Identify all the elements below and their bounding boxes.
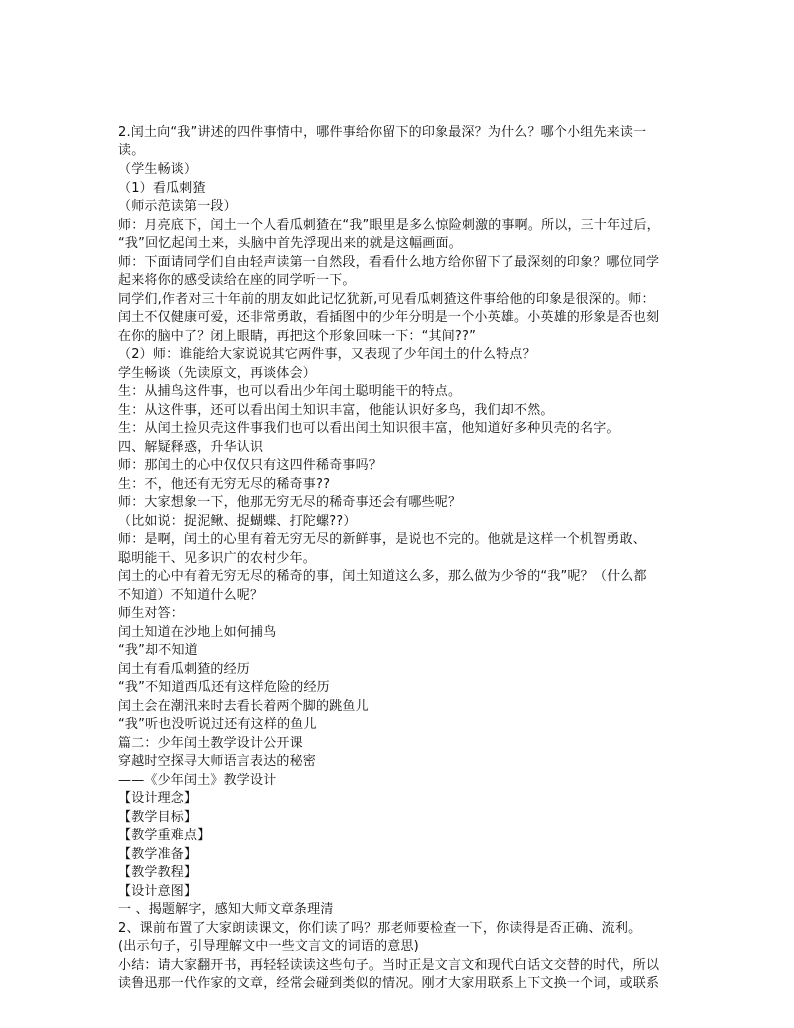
paragraph-line: （2）师：谁能给大家说说其它两件事，又表现了少年闰土的什么特点？ [118, 347, 536, 362]
paragraph-line: （比如说：捉泥鳅、捉蝴蝶、打陀螺??） [118, 514, 357, 529]
paragraph-line: 生：从捕鸟这件事，也可以看出少年闰土聪明能干的特点。 [118, 384, 462, 399]
section-heading: 篇二：少年闰土教学设计公开课 [118, 736, 303, 751]
paragraph-line: 师：下面请同学们自由轻声读第一自然段，看看什么地方给你留下了最深刻的印象？哪位同学 [118, 255, 660, 270]
paragraph-line: 读。 [118, 143, 145, 158]
outline-item: 【教学准备】 [118, 847, 198, 862]
paragraph-line: “我”听也没听说过还有这样的鱼儿 [118, 717, 317, 732]
paragraph-line: 聪明能干、见多识广的农村少年。 [118, 551, 317, 566]
outline-item: 【设计意图】 [118, 884, 198, 899]
paragraph-line: 生：不，他还有无穷无尽的稀奇事?? [118, 477, 331, 492]
paragraph-line: 同学们,作者对三十年前的朋友如此记忆犹新,可见看瓜刺猹这件事给他的印象是很深的。师： [118, 292, 655, 307]
paragraph-line: 师：大家想象一下，他那无穷无尽的稀奇事还会有哪些呢？ [118, 495, 462, 510]
paragraph-line: 师生对答： [118, 606, 185, 621]
paragraph-line: 在你的脑中了？闭上眼睛，再把这个形象回味一下：“其间??” [118, 329, 477, 344]
outline-item: 【教学重难点】 [118, 828, 211, 843]
paragraph-line: 2、课前布置了大家朗读课文，你们读了吗？那老师要检查一下，你读得是否正确、流利。 [118, 921, 642, 936]
paragraph-line: 闰土的心中有着无穷无尽的稀奇的事，闰土知道这么多，那么做为少爷的“我”呢？（什么都 [118, 569, 647, 584]
paragraph-line: （1）看瓜刺猹 [118, 181, 206, 196]
outline-item: 【教学教程】 [118, 865, 198, 880]
paragraph-line: （学生畅谈） [118, 162, 198, 177]
paragraph-line: 闰土不仅健康可爱，还非常勇敢，看插图中的少年分明是一个小英雄。小英雄的形象是否也刻 [118, 310, 660, 325]
paragraph-line: 闰土知道在沙地上如何捕鸟 [118, 625, 277, 640]
paragraph-line: 闰土会在潮汛来时去看长着两个脚的跳鱼儿 [118, 699, 369, 714]
paragraph-line: 小结：请大家翻开书，再轻轻读读这些句子。当时正是文言文和现代白话文交替的时代，所以 [118, 958, 660, 973]
paragraph-line: (出示句子，引导理解文中一些文言文的词语的意思) [118, 939, 419, 954]
paragraph-line: 起来将你的感受读给在座的同学听一下。 [118, 273, 356, 288]
outline-item: 【教学目标】 [118, 810, 198, 825]
paragraph-line: 师：月亮底下，闰土一个人看瓜刺猹在“我”眼里是多么惊险刺激的事啊。所以，三十年过后， [118, 218, 660, 233]
paragraph-line: 读鲁迅那一代作家的文章，经常会碰到类似的情况。刚才大家用联系上下文换一个词，或联系 [118, 976, 660, 991]
outline-item: 【设计理念】 [118, 791, 198, 806]
document-subtitle: ——《少年闰土》教学设计 [118, 773, 277, 788]
paragraph-line: 2.闰土向“我”讲述的四件事情中，哪件事给你留下的印象最深？为什么？哪个小组先来读一 [118, 125, 647, 140]
paragraph-line: 学生畅谈（先读原文，再谈体会） [118, 366, 317, 381]
paragraph-line: 师：那闰土的心中仅仅只有这四件稀奇事吗？ [118, 458, 383, 473]
paragraph-line: 生：从这件事，还可以看出闰土知识丰富，他能认识好多鸟，我们却不然。 [118, 403, 554, 418]
section-heading: 一 、揭题解字，感知大师文章条理清 [118, 902, 334, 917]
section-heading: 四、解疑释惑，升华认识 [118, 440, 264, 455]
paragraph-line: 师：是啊，闰土的心里有着无穷无尽的新鲜事，是说也不完的。他就是这样一个机智勇敢、 [118, 532, 647, 547]
paragraph-line: （师示范读第一段） [118, 199, 237, 214]
paragraph-line: “我”回忆起闰土来，头脑中首先浮现出来的就是这幅画面。 [118, 236, 462, 251]
paragraph-line: 不知道）不知道什么呢？ [118, 588, 264, 603]
paragraph-line: “我”却不知道 [118, 643, 198, 658]
paragraph-line: 生：从闰土捡贝壳这件事我们也可以看出闰土知识很丰富，他知道好多种贝壳的名字。 [118, 421, 620, 436]
paragraph-line: “我”不知道西瓜还有这样危险的经历 [118, 680, 330, 695]
paragraph-line: 闰土有看瓜刺猹的经历 [118, 662, 251, 677]
document-title: 穿越时空探寻大师语言表达的秘密 [118, 754, 317, 769]
